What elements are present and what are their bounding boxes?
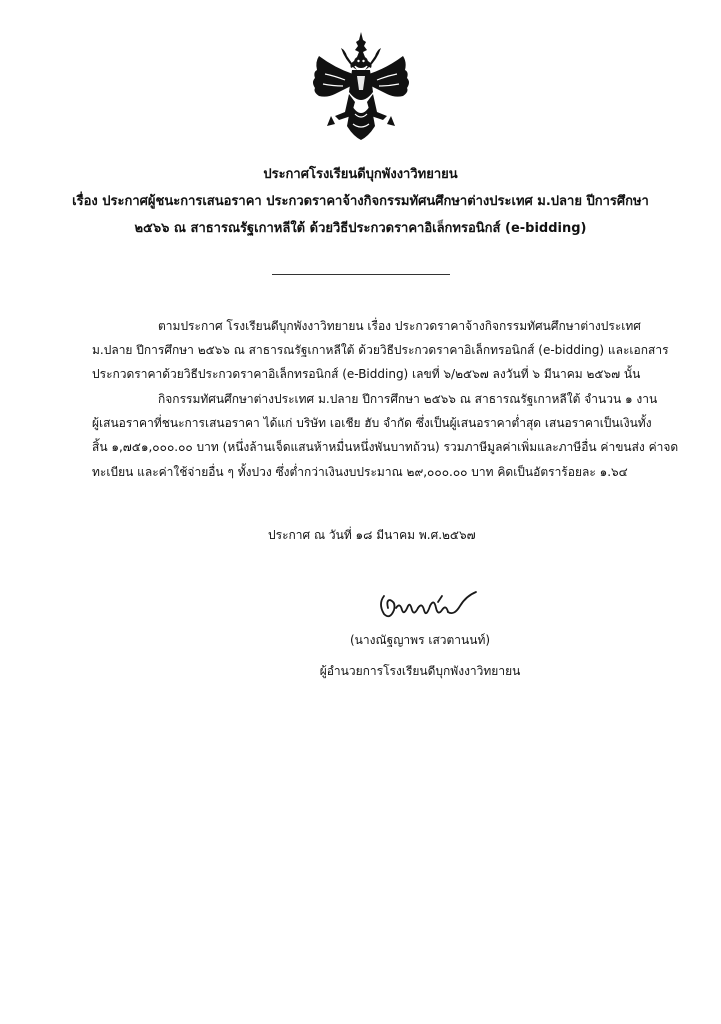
announcement-subject-line-1: เรื่อง ประกาศผู้ชนะการเสนอราคา ประกวดราคาจ้างกิจกรรมทัศนศึกษาต่างประเทศ ม.ปลาย ปีการศึกษา [72, 194, 649, 209]
body-line-4: กิจกรรมทัศนศึกษาต่างประเทศ ม.ปลาย ปีการศึกษา ๒๕๖๖ ณ สาธารณรัฐเกาหลีใต้ จำนวน ๑ งาน [158, 392, 658, 406]
body-line-1: ตามประกาศ โรงเรียนดีบุกพังงาวิทยายน เรื่อง ประกวดราคาจ้างกิจกรรมทัศนศึกษาต่างประเทศ [158, 319, 641, 333]
announcement-subject-line-2: ๒๕๖๖ ณ สาธารณรัฐเกาหลีใต้ ด้วยวิธีประกวดราคาอิเล็กทรอนิกส์ (e-bidding) [134, 221, 587, 236]
body-line-7: ทะเบียน และค่าใช้จ่ายอื่น ๆ ทั้งปวง ซึ่งต่ำกว่าเงินงบประมาณ ๒๙,๐๐๐.๐๐ บาท คิดเป็นอัตราร้อยละ ๑.๖๔ [92, 465, 628, 479]
body-line-3: ประกวดราคาด้วยวิธีประกวดราคาอิเล็กทรอนิกส์ (e-Bidding) เลขที่ ๖/๒๕๖๗ ลงวันที่ ๖ มีนาคม ๒๕๖๗ นั้น [92, 367, 641, 381]
body-line-5: ผู้เสนอราคาที่ชนะการเสนอราคา ได้แก่ บริษัท เอเชีย ฮับ จำกัด ซึ่งเป็นผู้เสนอราคาต่ำสุด เสนอราคาเป็นเงินทั้ง [92, 416, 652, 430]
body-line-6: สิ้น ๑,๗๕๑,๐๐๐.๐๐ บาท (หนึ่งล้านเจ็ดแสนห้าหมื่นหนึ่งพันบาทถ้วน) รวมภาษีมูลค่าเพิ่มและภาษีอื่น ค่าขนส่ง ค่าจด [92, 440, 679, 454]
handwritten-signature [372, 588, 484, 626]
body-line-2: ม.ปลาย ปีการศึกษา ๒๕๖๖ ณ สาธารณรัฐเกาหลีใต้ ด้วยวิธีประกวดราคาอิเล็กทรอนิกส์ (e-bidding) และเอกสาร [92, 343, 669, 357]
signer-name: (นางณัฐญาพร เสวตานนท์) [349, 633, 491, 647]
heading-divider [272, 274, 450, 275]
garuda-emblem [305, 30, 417, 142]
announcement-title: ประกาศโรงเรียนดีบุกพังงาวิทยายน [263, 167, 458, 182]
announcement-date: ประกาศ ณ วันที่ ๑๘ มีนาคม พ.ศ.๒๕๖๗ [268, 528, 476, 542]
signer-title: ผู้อำนวยการโรงเรียนดีบุกพังงาวิทยายน [319, 664, 521, 678]
